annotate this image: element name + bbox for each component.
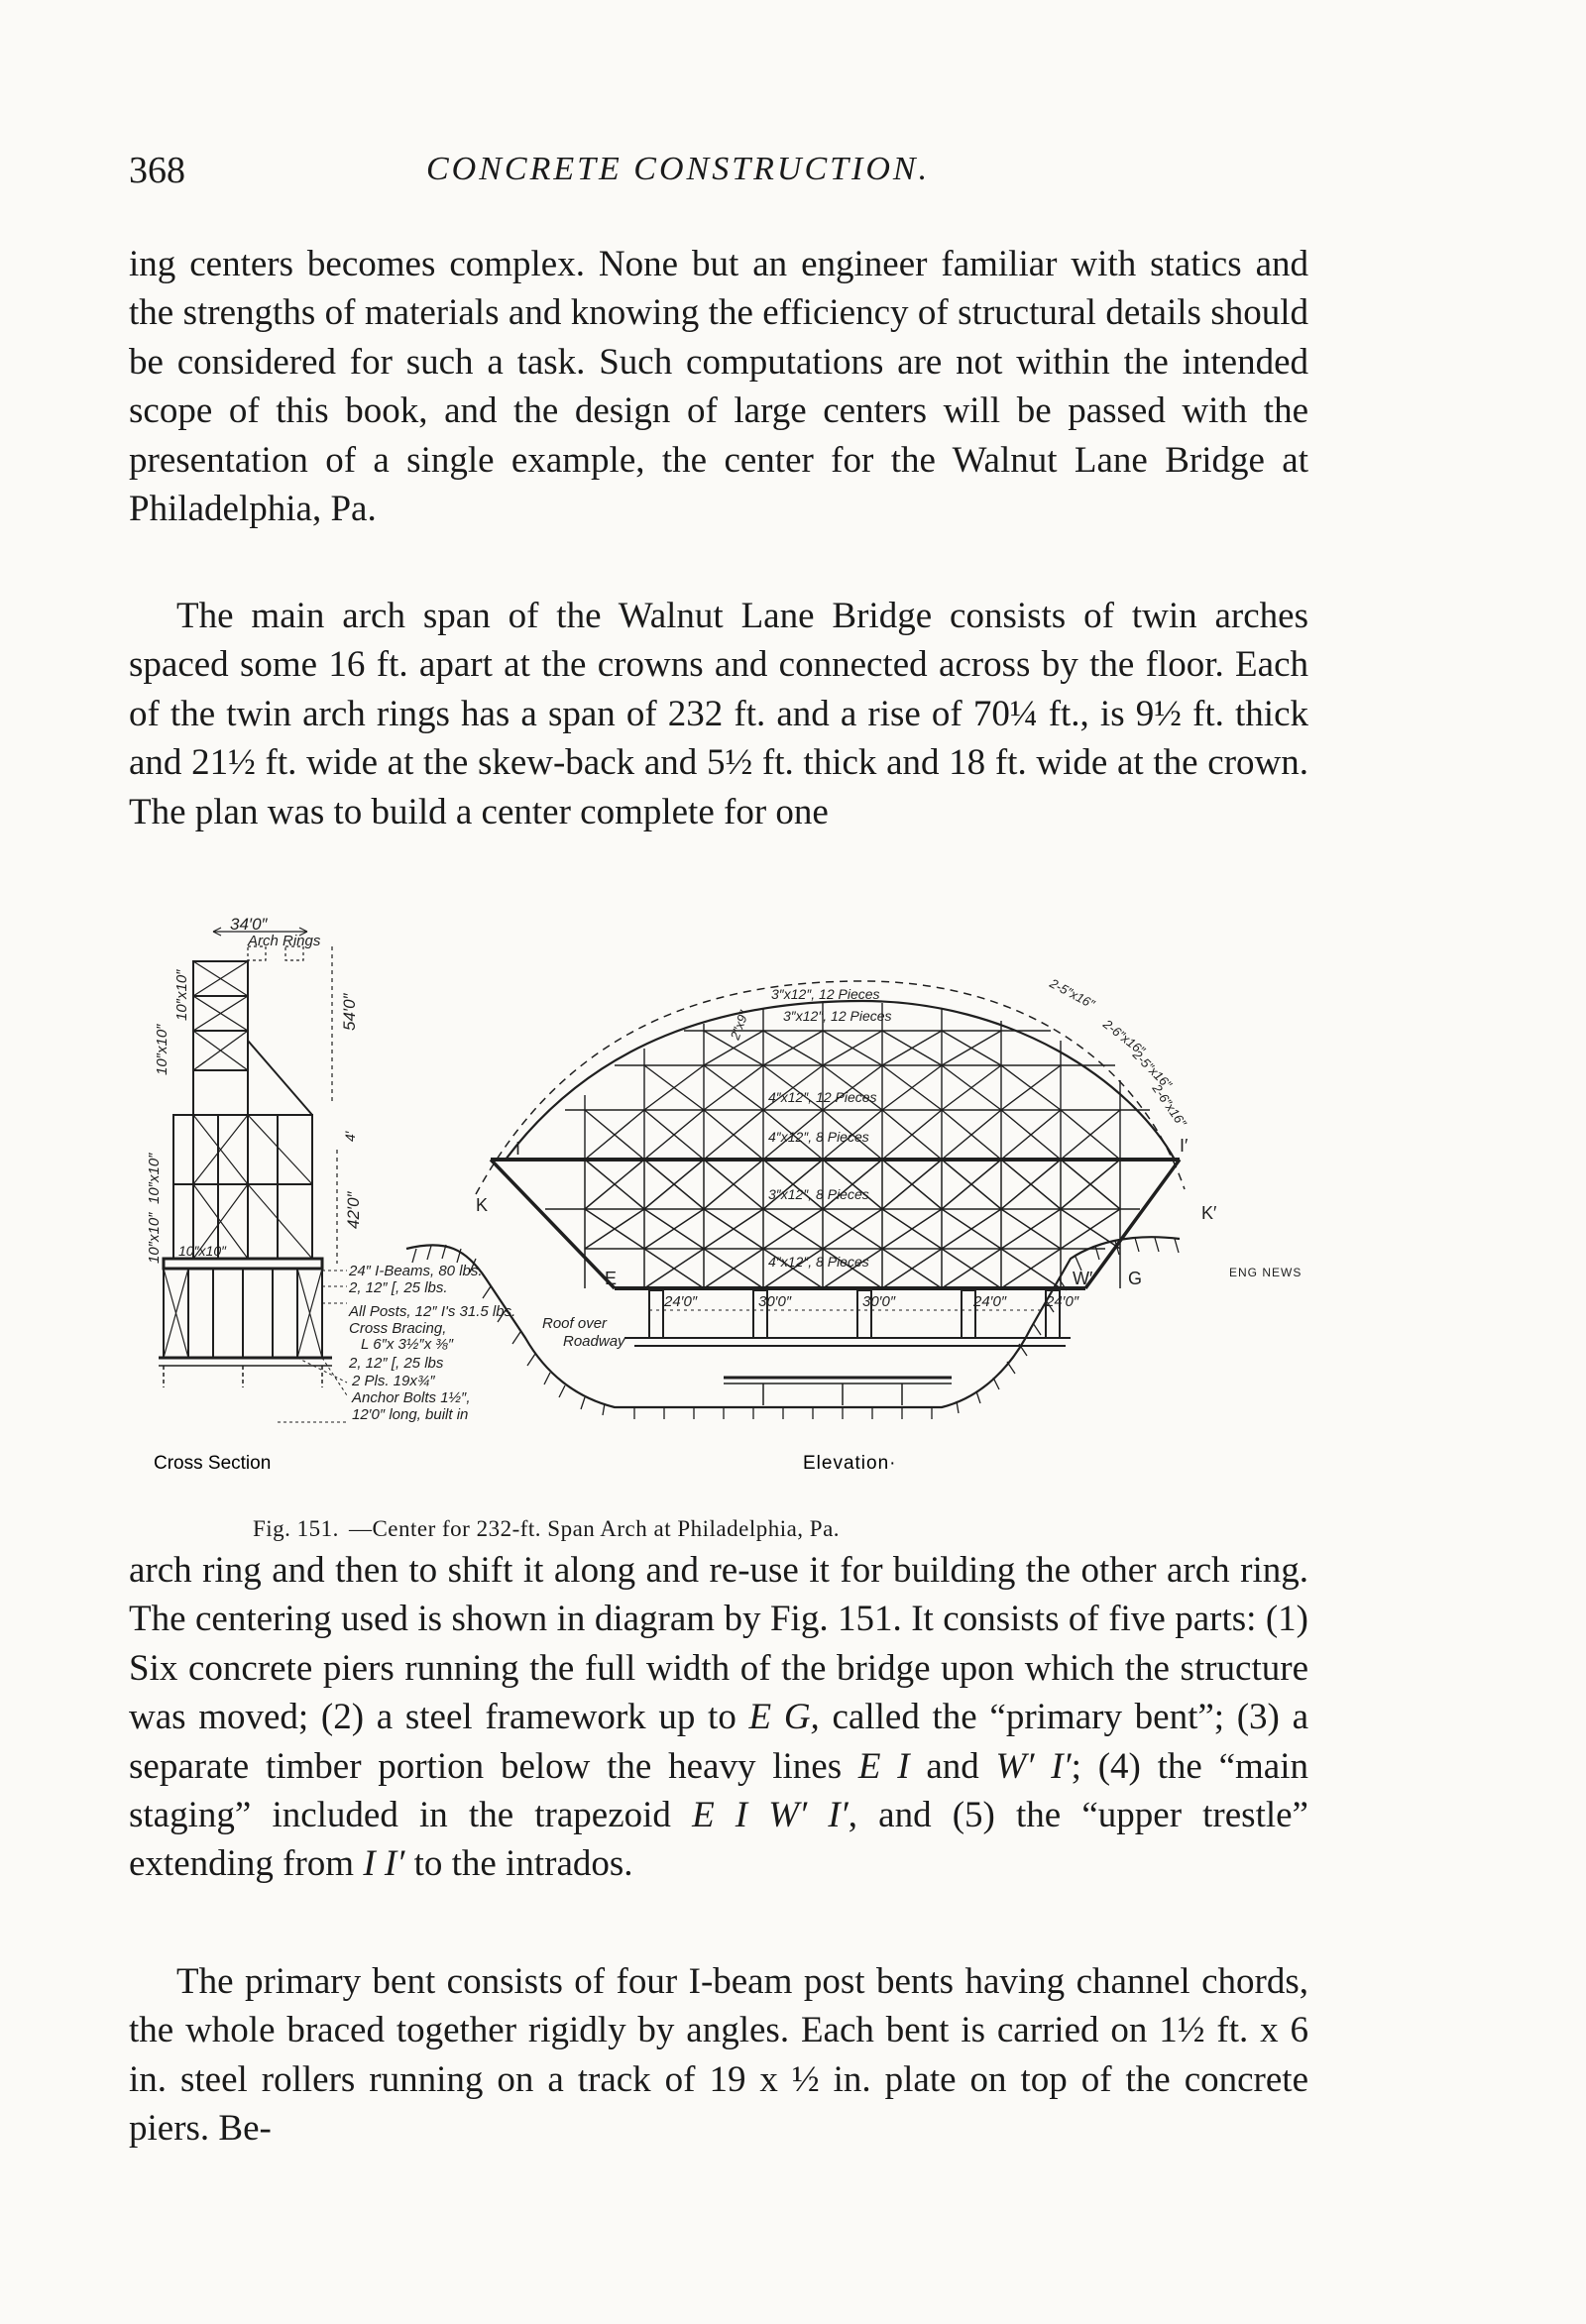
rib-size-1: 2-5″x16″	[1047, 975, 1097, 1012]
dim-42-label: 42′0″	[344, 1191, 363, 1229]
p3-text-c: and	[909, 1745, 996, 1787]
p3-term-wi: W′ I′	[995, 1745, 1072, 1787]
span-dim-1: 24′0″	[664, 1293, 698, 1310]
figure-caption	[253, 1516, 1244, 1542]
timber-note-4: 4″x12″, 8 Pieces	[768, 1129, 869, 1145]
p3-term-ei: E I	[857, 1745, 910, 1787]
span-dim-4: 24′0″	[973, 1293, 1007, 1310]
roadway-label: Roadway	[563, 1333, 625, 1350]
span-dim-5: 24′0″	[1046, 1293, 1079, 1310]
letter-I: I	[515, 1139, 521, 1159]
p3-term-ii: I I′	[363, 1843, 405, 1885]
letter-K-prime: K′	[1201, 1203, 1217, 1223]
p3-text-f: to the intrados.	[404, 1843, 633, 1885]
paragraph-2: The main arch span of the Walnut Lane Bridge consists of twin arches spaced some 16 ft. apart at the crowns and connected across by the floor. Each of the twin arch rings has a span of 232 ft. and a rise of 70¼ ft., is 9½ ft. thick and 21½ ft. wide at the skew-back and 5½ ft. thick and 18 ft. wide at the crown. The plan was to build a center complete for one	[129, 596, 1308, 832]
brace-size-label: 2″x9″	[727, 1008, 752, 1043]
p3-term-eg: E G,	[748, 1697, 820, 1738]
letter-E: E	[605, 1269, 618, 1288]
p3-term-eiwi: E I W′ I′	[692, 1795, 849, 1836]
rib-size-4: 2-6″x16″	[1149, 1081, 1190, 1130]
paragraph-4: The primary bent consists of four I-beam post bents having channel chords, the whole braced together rigidly by angles. Each bent is carried on 1½ ft. x 6 in. steel rollers running on a track of 19 x ½ in. plate on top of the concrete piers. Be-	[129, 1961, 1308, 2150]
roof-label: Roof over	[542, 1315, 608, 1332]
arch-rings-label: Arch Rings	[248, 933, 321, 949]
paragraph-1: ing centers becomes complex. None but an engineer familiar with statics and the strengths of materials and knowing the efficiency of structural details should be considered for such a task. Such computations are not within the intended scope of this book, and the design of large centers will be passed with the presentation of a single example, the center for the Walnut Lane Bridge at Philadelphia, Pa.	[129, 244, 1308, 530]
letter-G: G	[1128, 1269, 1143, 1288]
figure-caption-text: —Center for 232-ft. Span Arch at Philadelphia, Pa.	[348, 1516, 841, 1541]
timber-note-2: 3″x12″, 12 Pieces	[783, 1008, 892, 1024]
cs-note-bracing: Cross Bracing,	[349, 1320, 447, 1337]
figure-number: Fig. 151.	[253, 1516, 339, 1541]
cs-note-bolts: Anchor Bolts 1½″,	[352, 1389, 471, 1406]
timber-size-4: 10″x10″	[146, 1212, 163, 1264]
cs-note-channels: 2, 12″ [, 25 lbs.	[349, 1279, 448, 1296]
timber-note-6: 4″x12″, 8 Pieces	[768, 1254, 869, 1270]
timber-note-1: 3″x12″, 12 Pieces	[771, 986, 880, 1002]
centering-diagram	[146, 915, 1318, 1477]
elevation-label: Elevation·	[803, 1453, 897, 1474]
p3-text-a: arch ring and then to shift it along and re-use it for building the other arch ring. The centering used is shown in diagram by Fig. 151. It consists of five parts: (1) Six concrete piers running the full width of the bridge upon which the structure was moved; (2) a steel framework up to	[129, 1550, 1308, 1738]
timber-size-5: 10″x10″	[178, 1243, 227, 1259]
paragraph-3	[129, 1546, 1308, 1889]
page-number: 368	[129, 150, 185, 191]
cs-note-posts: All Posts, 12″ I's 31.5 lbs.	[349, 1303, 516, 1320]
dim-54-label: 54′0″	[340, 993, 359, 1031]
rib-size-2: 2-6″x16″	[1100, 1016, 1148, 1058]
cs-note-beams: 24″ I-Beams, 80 lbs.	[349, 1263, 483, 1279]
rib-size-3: 2-5″x16″	[1129, 1047, 1176, 1092]
cs-note-plates: 2 Pls. 19x¾″	[352, 1373, 435, 1389]
p3-text-e: , and (5) the “upper trestle” extending from	[129, 1795, 1308, 1885]
p3-text-d: ; (4) the “main staging” included in the trapezoid	[129, 1745, 1308, 1836]
letter-I-prime: I′	[1180, 1136, 1189, 1156]
cs-note-bolts-2: 12′0″ long, built in	[352, 1406, 469, 1423]
cross-section-label: Cross Section	[154, 1453, 272, 1474]
span-dim-2: 30′0″	[758, 1293, 792, 1310]
figure-151	[146, 915, 1318, 1477]
p3-text-b: called the “primary bent”; (3) a separate timber portion below the heavy lines	[129, 1697, 1308, 1787]
dim-width-label: 34′0″	[230, 915, 268, 934]
page-header	[129, 149, 1308, 208]
timber-size-3: 10″x10″	[146, 1153, 163, 1204]
span-dim-3: 30′0″	[862, 1293, 896, 1310]
timber-size-1: 10″x10″	[173, 969, 190, 1021]
running-title: CONCRETE CONSTRUCTION.	[426, 151, 931, 187]
dim-4-label: 4′	[342, 1131, 358, 1142]
letter-K: K	[476, 1195, 489, 1215]
timber-note-5: 3″x12″, 8 Pieces	[768, 1186, 869, 1202]
timber-size-2: 10″x10″	[154, 1024, 170, 1075]
letter-W-prime: W′	[1073, 1269, 1093, 1288]
eng-news-credit: ENG NEWS	[1229, 1266, 1303, 1279]
timber-note-3: 4″x12″, 12 Pieces	[768, 1089, 877, 1105]
cs-note-angle: L 6″x 3½″x ⅜″	[361, 1336, 454, 1353]
cs-note-channels-2: 2, 12″ [, 25 lbs	[349, 1355, 444, 1372]
